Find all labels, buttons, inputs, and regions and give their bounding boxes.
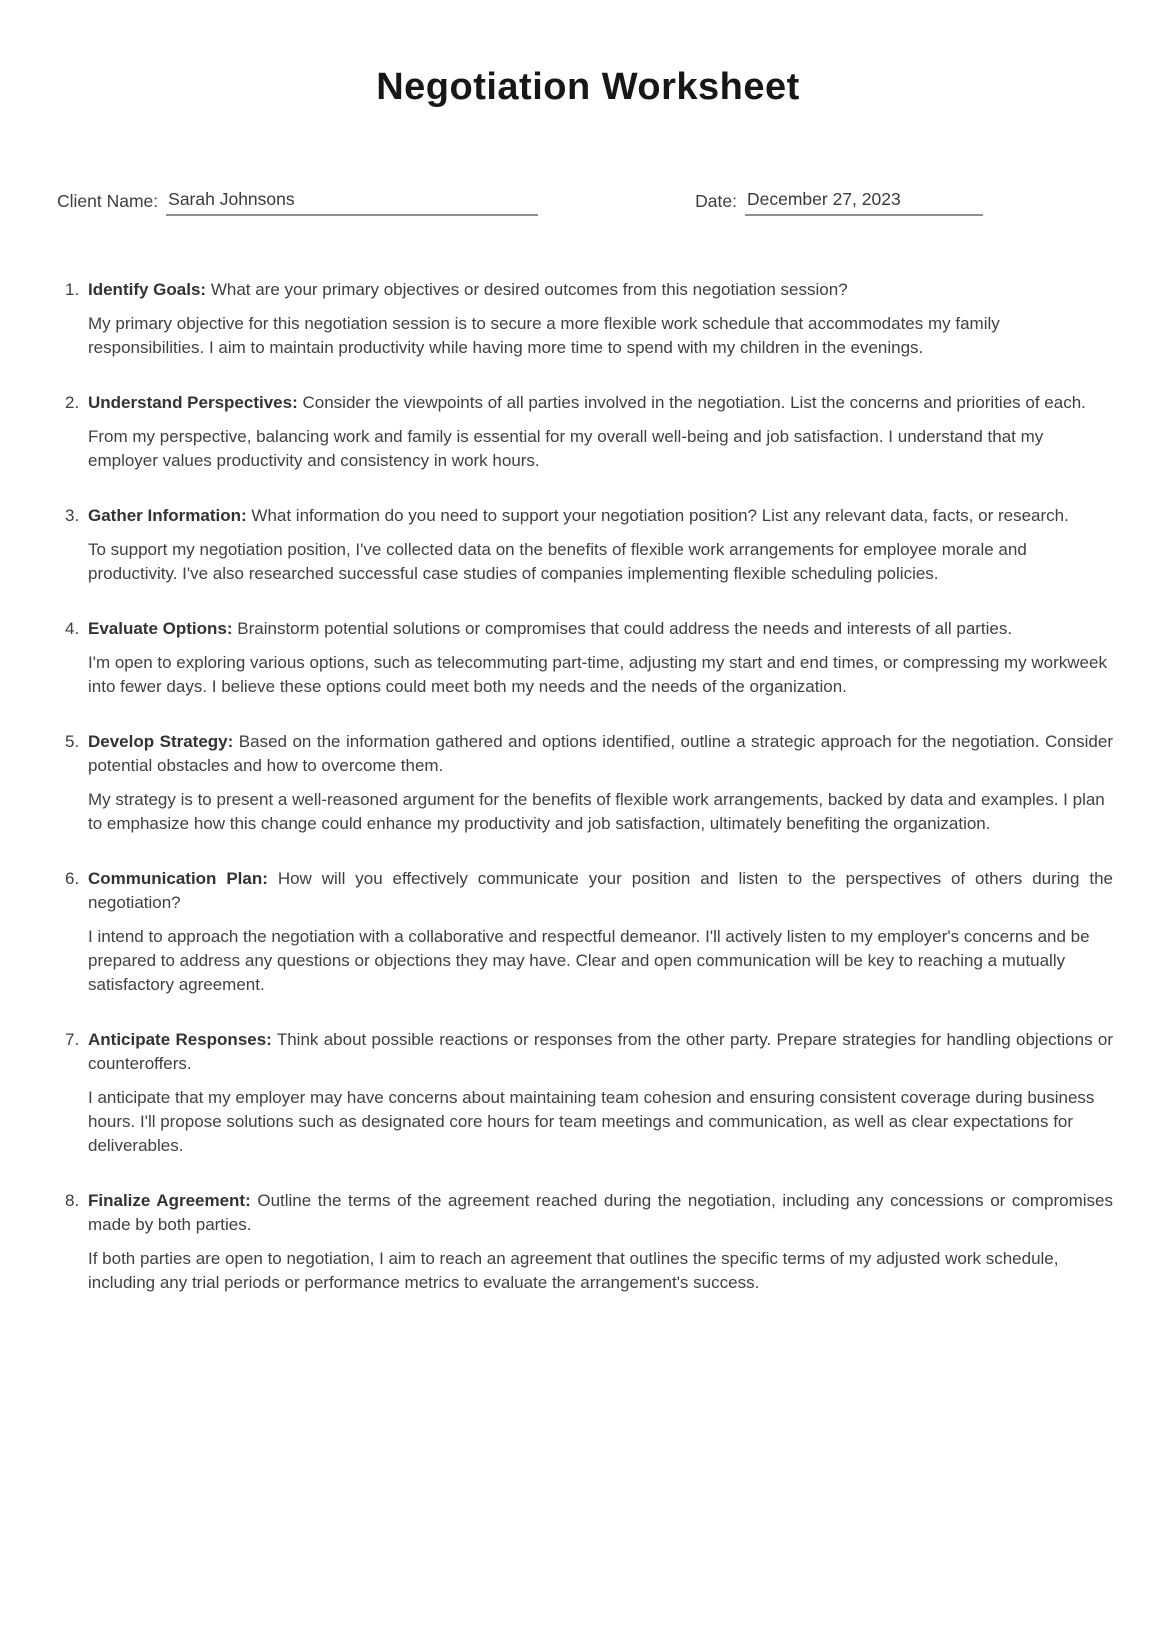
- item-answer: I intend to approach the negotiation with a collaborative and respectful demeanor. I'll actively listen to my employer's concerns and be prepared to address any questions or objections they may have. Clear and open communication will be key to reaching a mutually satisfactory agreement.: [88, 927, 1090, 994]
- page-title: Negotiation Worksheet: [376, 66, 800, 108]
- worksheet-item-anticipate-responses: [65, 1028, 1113, 1158]
- item-answer: To support my negotiation position, I've collected data on the benefits of flexible work arrangements for employee morale and productivity. I've also researched successful case studies of companies implementing flexible scheduling policies.: [88, 540, 1027, 583]
- client-name-value: Sarah Johnsons: [166, 189, 538, 216]
- item-question-text: How will you effectively communicate your position and listen to the perspectives of others during the negotiation?: [88, 869, 1113, 912]
- item-answer: I'm open to exploring various options, such as telecommuting part-time, adjusting my start and end times, or compressing my workweek into fewer days. I believe these options could meet both my needs and the needs of the organization.: [88, 653, 1107, 696]
- worksheet-item-develop-strategy: [65, 730, 1113, 836]
- worksheet-item-identify-goals: [65, 278, 1113, 360]
- item-question: [88, 730, 1113, 778]
- worksheet-item-understand-perspectives: [65, 391, 1113, 473]
- item-number: 2.: [65, 393, 80, 412]
- worksheet-sections: [65, 278, 1113, 1295]
- date-value: December 27, 2023: [745, 189, 983, 216]
- item-question: [88, 867, 1113, 915]
- item-answer: My primary objective for this negotiation session is to secure a more flexible work schedule that accommodates my family responsibilities. I aim to maintain productivity while having more time to spend with my children in the evenings.: [88, 314, 1000, 357]
- item-number: 4.: [65, 619, 80, 638]
- item-question-text: What information do you need to support your negotiation position? List any relevant data, facts, or research.: [251, 506, 1069, 525]
- item-question: [88, 617, 1113, 641]
- client-name-field: [57, 189, 538, 216]
- meta-row: [0, 189, 1176, 216]
- item-heading: Develop Strategy:: [88, 732, 234, 751]
- item-answer: From my perspective, balancing work and family is essential for my overall well-being and job satisfaction. I understand that my employer values productivity and consistency in work hours.: [88, 427, 1044, 470]
- item-heading: Evaluate Options:: [88, 619, 233, 638]
- worksheet-item-finalize-agreement: [65, 1189, 1113, 1295]
- item-question-text: Consider the viewpoints of all parties involved in the negotiation. List the concerns and priorities of each.: [302, 393, 1086, 412]
- item-question: [88, 1028, 1113, 1076]
- item-number: 5.: [65, 732, 80, 751]
- item-number: 8.: [65, 1191, 80, 1210]
- item-heading: Identify Goals:: [88, 280, 207, 299]
- item-heading: Finalize Agreement:: [88, 1191, 251, 1210]
- item-question-text: What are your primary objectives or desired outcomes from this negotiation session?: [210, 280, 848, 299]
- item-question-text: Think about possible reactions or responses from the other party. Prepare strategies for handling objections or counteroffers.: [88, 1030, 1113, 1073]
- item-heading: Gather Information:: [88, 506, 247, 525]
- item-heading: Communication Plan:: [88, 869, 268, 888]
- item-question-text: Based on the information gathered and options identified, outline a strategic approach for the negotiation. Consider potential obstacles and how to overcome them.: [88, 732, 1113, 775]
- item-answer: If both parties are open to negotiation, I aim to reach an agreement that outlines the specific terms of my adjusted work schedule, including any trial periods or performance metrics to evaluate the arrangement's success.: [88, 1249, 1059, 1292]
- item-question: [88, 1189, 1113, 1237]
- item-number: 3.: [65, 506, 80, 525]
- worksheet-item-gather-information: [65, 504, 1113, 586]
- item-number: 7.: [65, 1030, 80, 1049]
- item-heading: Understand Perspectives:: [88, 393, 298, 412]
- item-question: [88, 504, 1113, 528]
- item-question: [88, 278, 1113, 302]
- item-question: [88, 391, 1113, 415]
- date-label: Date:: [695, 191, 737, 211]
- date-field: [695, 189, 983, 216]
- item-number: 1.: [65, 280, 80, 299]
- item-answer: I anticipate that my employer may have concerns about maintaining team cohesion and ensuring consistent coverage during business hours. I'll propose solutions such as designated core hours for team meetings and communication, as well as clear expectations for deliverables.: [88, 1088, 1095, 1155]
- client-name-label: Client Name:: [57, 191, 159, 211]
- worksheet-item-communication-plan: [65, 867, 1113, 997]
- worksheet-item-evaluate-options: [65, 617, 1113, 699]
- item-number: 6.: [65, 869, 80, 888]
- item-heading: Anticipate Responses:: [88, 1030, 272, 1049]
- item-question-text: Outline the terms of the agreement reached during the negotiation, including any concessions or compromises made by both parties.: [88, 1191, 1113, 1234]
- item-answer: My strategy is to present a well-reasoned argument for the benefits of flexible work arrangements, backed by data and examples. I plan to emphasize how this change could enhance my productivity and job satisfaction, ultimately benefiting the organization.: [88, 790, 1105, 833]
- item-question-text: Brainstorm potential solutions or compromises that could address the needs and interests of all parties.: [237, 619, 1013, 638]
